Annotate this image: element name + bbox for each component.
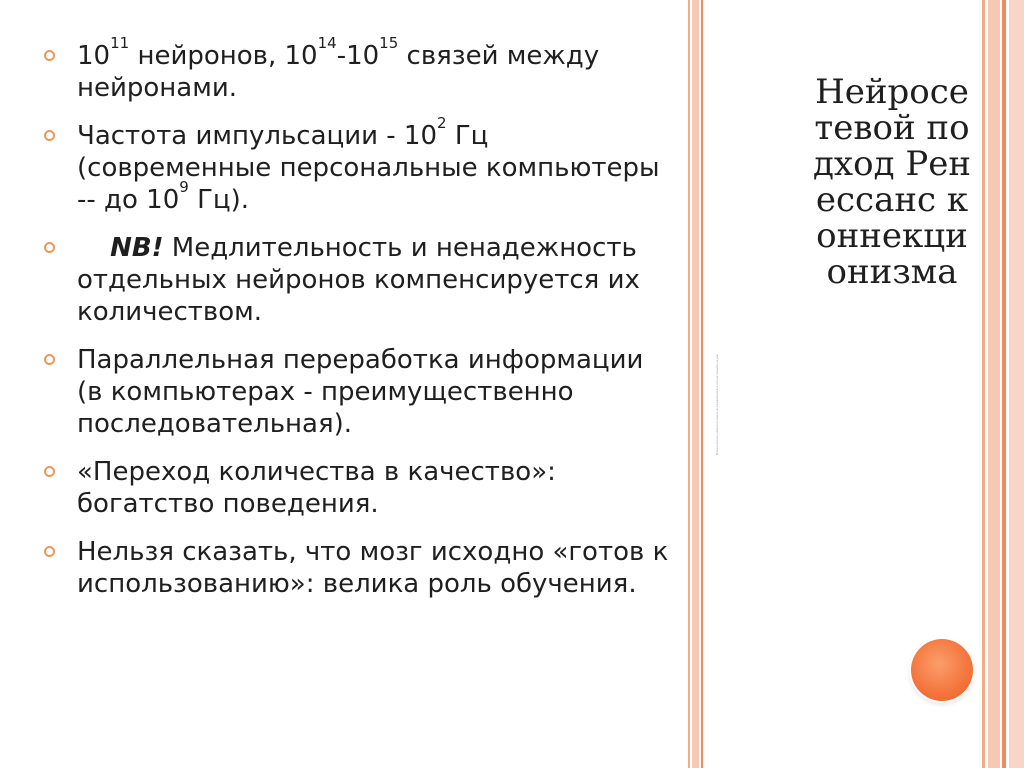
bullet-item-parallel — [44, 344, 674, 440]
bullet-icon — [44, 354, 55, 365]
divider-bar — [688, 0, 690, 768]
bullet-item-frequency — [44, 114, 674, 216]
bullet-icon — [44, 466, 55, 477]
bullet-text: NB! Медлительность и ненадежность отдельных нейронов компенсируется их количеством. — [77, 233, 649, 327]
bullet-icon — [44, 130, 55, 141]
bullet-text: Частота импульсации - $10^2$ Гц (современные персональные компьютеры -- до $10^9$ Гц). — [77, 114, 660, 215]
bullet-text: Параллельная переработка информации (в компьютерах - преимущественно последовательная). — [77, 345, 644, 439]
edge-bar — [1009, 0, 1024, 768]
edge-bar — [988, 0, 1000, 768]
vertical-footer-note: Новая волна нейросетевых исследований в когнитивной науке — [715, 354, 719, 455]
bullet-item-neurons — [44, 34, 674, 104]
bullet-icon — [44, 242, 55, 253]
orange-circle-icon — [911, 639, 973, 701]
bullet-icon — [44, 546, 55, 557]
bullet-text: $10^{11}$ нейронов, $10^{14}-10^{15}$ связей между нейронами. — [77, 34, 600, 103]
divider-bar — [701, 0, 703, 768]
bullet-text: «Переход количества в качество»: богатство поведения. — [77, 457, 556, 519]
edge-bar — [1002, 0, 1006, 768]
bullet-list — [44, 34, 674, 616]
bullet-item-nb — [44, 232, 674, 328]
divider-bars — [688, 0, 708, 768]
bullet-icon — [44, 50, 55, 61]
bullet-item-learning — [44, 536, 674, 600]
bullet-item-quantity-quality — [44, 456, 674, 520]
side-title: Нейросетевой подход Ренессанс коннекционизма — [813, 72, 971, 292]
bullet-text: Нельзя сказать, что мозг исходно «готов к использованию»: велика роль обучения. — [77, 537, 669, 599]
edge-bar — [982, 0, 985, 768]
divider-bar — [692, 0, 699, 768]
right-edge-bars — [982, 0, 1024, 768]
